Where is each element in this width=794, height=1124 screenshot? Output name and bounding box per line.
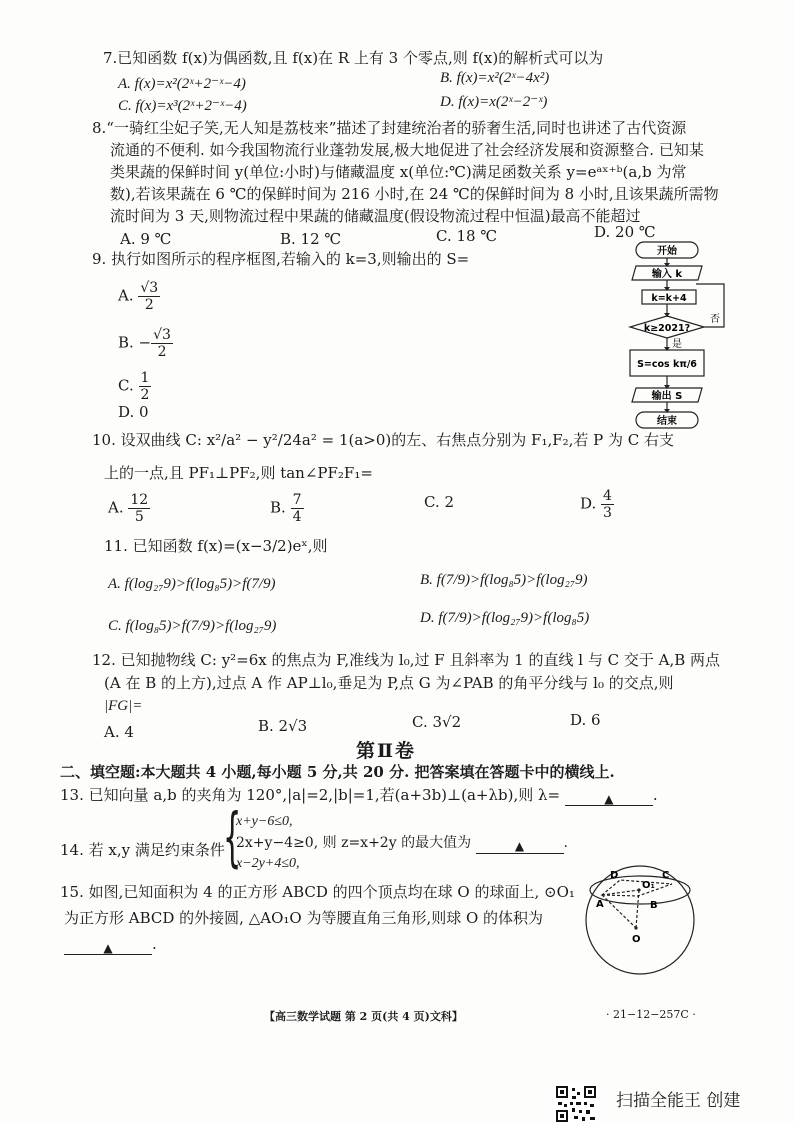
q14-answer-blank: ▲ <box>476 836 564 854</box>
q12-option-b: B. 2√3 <box>258 717 308 735</box>
q14-constraint-3: x−2y+4≤0, <box>236 856 300 871</box>
q15-answer-line: ▲ . <box>64 934 157 955</box>
q7-stem: 7.已知函数 f(x)为偶函数,且 f(x)在 R 上有 3 个零点,则 f(x)的解析式可以为 <box>103 49 604 67</box>
sphere-outline <box>586 866 694 974</box>
q8-line3: 类果蔬的保鲜时间 y(单位:小时)与储藏温度 x(单位:℃)满足函数关系 y=eᵃˣ⁺ᵇ(a,b 为常 <box>110 163 687 181</box>
footer-code: · 21−12−257C · <box>606 1008 696 1021</box>
q11-option-a: A. f(log₂₇9)>f(log₈5)>f(7/9) <box>108 576 276 592</box>
q11-option-d: D. f(7/9)>f(log₂₇9)>f(log₈5) <box>420 610 590 626</box>
q11-option-b: B. f(7/9)>f(log₈5)>f(log₂₇9) <box>420 572 588 588</box>
q9-option-b: B. − $\frac{√3}{2}$ <box>118 327 171 360</box>
flow-no-label: 否 <box>710 314 720 325</box>
q12-line2: (A 在 B 的上方),过点 A 作 AP⊥l₀,垂足为 P,点 G 为∠PAB 的角平分线与 l₀ 的交点,则 <box>104 674 674 692</box>
q8-line5: 流时间为 3 天,则物流过程中果蔬的储藏温度(假设物流过程中恒温)最高不能超过 <box>110 207 641 225</box>
q15-line2: 为正方形 ABCD 的外接圆, △AO₁O 为等腰直角三角形,则球 O 的体积为 <box>64 909 544 927</box>
q7-option-d: D. f(x)=x(2ˣ−2⁻ˣ) <box>440 94 548 110</box>
q8-line1: 8.“一骑红尘妃子笑,无人知是荔枝来”描述了封建统治者的骄奢生活,同时也讲述了古代资源 <box>92 119 687 137</box>
q13-stem: 13. 已知向量 a,b 的夹角为 120°,|a|=2,|b|=1,若(a+3b)⊥(a+λb),则 λ= ▲ . <box>60 786 658 806</box>
flow-calc-text: S=cos kπ/6 <box>637 359 697 370</box>
flow-input-text: 输入 k <box>651 269 683 280</box>
q8-line4: 数),若该果蔬在 6 ℃的保鲜时间为 216 小时,在 24 ℃的保鲜时间为 8 小时,且该果蔬所需物 <box>110 185 719 203</box>
q9-option-c: C. $\frac{1}{2}$ <box>118 370 150 403</box>
q7-option-c: C. f(x)=x³(2ˣ+2⁻ˣ−4) <box>118 98 247 114</box>
q10-option-a: A. $\frac{12}{5}$ <box>108 492 149 525</box>
qr-code-icon <box>554 1084 598 1124</box>
q8-option-b: B. 12 ℃ <box>280 230 342 248</box>
program-flowchart <box>606 238 736 434</box>
q10-option-c: C. 2 <box>424 493 455 511</box>
q8-option-c: C. 18 ℃ <box>436 227 498 245</box>
sphere-figure <box>584 862 696 980</box>
q8-line2: 流通的不便利. 如今我国物流行业蓬勃发展,极大地促进了社会经济发展和资源整合. 已知某 <box>110 141 704 159</box>
fig-label-o: O <box>632 934 641 945</box>
section-two-heading: 二、填空题:本大题共 4 小题,每小题 5 分,共 20 分. 把答案填在答题卡中的横线上. <box>60 763 615 781</box>
fig-label-c: C <box>662 870 670 881</box>
part-two-title: 第Ⅱ卷 <box>356 740 417 762</box>
q14-brace: { <box>223 801 242 875</box>
flow-cond-text: k≥2021? <box>643 323 691 334</box>
q15-answer-blank: ▲ <box>64 937 152 955</box>
q9-option-a: A. $\frac{√3}{2}$ <box>118 280 159 313</box>
fig-label-a: A <box>596 899 604 910</box>
q14-lead: 14. 若 x,y 满足约束条件 <box>60 841 225 859</box>
q12-option-c: C. 3√2 <box>412 713 462 731</box>
q15-line1: 15. 如图,已知面积为 4 的正方形 ABCD 的四个顶点均在球 O 的球面上, ⊙O₁ <box>60 883 575 901</box>
flow-assign-text: k=k+4 <box>651 293 687 304</box>
q10-line2: 上的一点,且 PF₁⊥PF₂,则 tan∠PF₂F₁= <box>104 464 373 482</box>
fig-label-d: D <box>610 870 619 881</box>
q7-option-b: B. f(x)=x²(2ˣ−4x²) <box>440 70 550 86</box>
q12-line1: 12. 已知抛物线 C: y²=6x 的焦点为 F,准线为 l₀,过 F 且斜率为 1 的直线 l 与 C 交于 A,B 两点 <box>92 651 721 669</box>
q11-stem: 11. 已知函数 f(x)=(x−3/2)eˣ,则 <box>104 537 328 555</box>
q9-option-d: D. 0 <box>118 403 149 421</box>
q12-line3: |FG|= <box>104 698 143 714</box>
q12-option-a: A. 4 <box>104 723 134 741</box>
q12-option-d: D. 6 <box>570 711 601 729</box>
flow-start-text: 开始 <box>657 246 677 257</box>
flow-end-text: 结束 <box>657 416 677 427</box>
scanner-watermark: 扫描全能王 创建 <box>616 1091 741 1111</box>
fig-label-o1: O₁ <box>642 880 655 891</box>
q14-constraint-2: 2x+y−4≥0, 则 z=x+2y 的最大值为 ▲ . <box>236 835 568 853</box>
q13-answer-blank: ▲ <box>565 788 653 806</box>
flow-yes-label: 是 <box>672 339 682 350</box>
q14-constraint-1: x+y−6≤0, <box>236 814 293 829</box>
q7-option-a: A. f(x)=x²(2ˣ+2⁻ˣ−4) <box>118 76 246 92</box>
q10-line1: 10. 设双曲线 C: x²/a² − y²/24a² = 1(a>0)的左、右焦点分别为 F₁,F₂,若 P 为 C 右支 <box>92 431 675 449</box>
q8-option-a: A. 9 ℃ <box>120 230 172 248</box>
q10-option-d: D. $\frac{4}{3}$ <box>580 488 612 521</box>
q11-option-c: C. f(log₈5)>f(7/9)>f(log₂₇9) <box>108 618 277 634</box>
flow-output-text: 输出 S <box>651 391 683 402</box>
q10-option-b: B. $\frac{7}{4}$ <box>270 492 302 525</box>
q9-stem: 9. 执行如图所示的程序框图,若输入的 k=3,则输出的 S= <box>92 250 470 268</box>
footer-page-info: 【高三数学试题 第 2 页(共 4 页)文科】 <box>264 1010 463 1023</box>
q8-option-d: D. 20 ℃ <box>594 223 656 241</box>
fig-label-b: B <box>650 900 658 911</box>
